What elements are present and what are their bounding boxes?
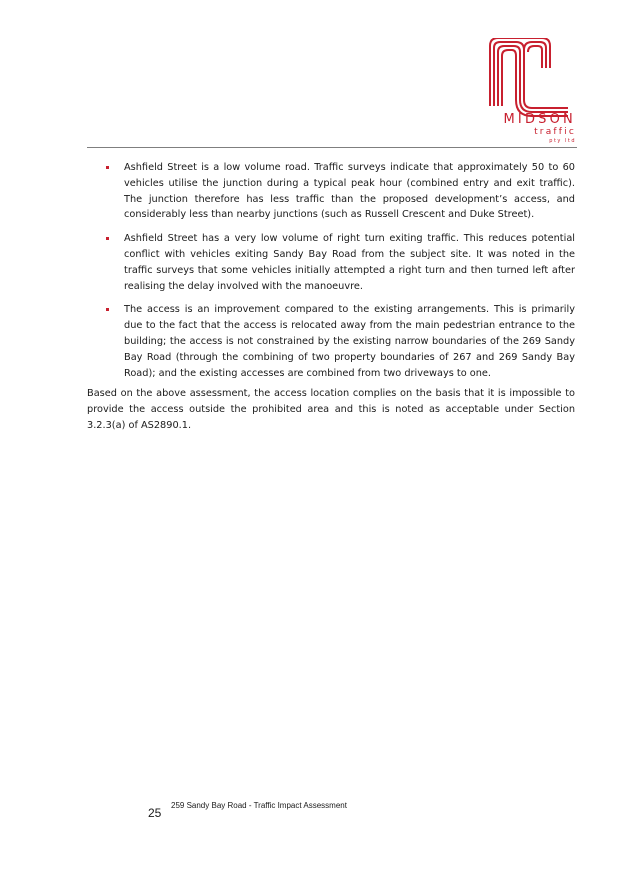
bullet-item-access-improvement [104,302,575,381]
brand-name: MIDSON [503,112,576,127]
bullet-text: Ashfield Street has a very low volume of right turn exiting traffic. This reduces potential conflict with vehicles exiting Sandy Bay Road from the subject site. It was noted in the traffic surveys that some vehicles initially attempted a right turn and then turned left after realising the delay involved with the manoeuvre. [124,233,575,292]
bullet-item-ashfield-volume [104,160,575,223]
bullet-marker-icon [106,237,109,240]
bullet-list [104,160,575,389]
header-divider [87,147,577,148]
bullet-marker-icon [106,308,109,311]
brand-subtitle: traffic [534,127,576,137]
bullet-item-right-turn [104,231,575,294]
footer-title: 259 Sandy Bay Road - Traffic Impact Assessment [171,801,347,810]
bullet-marker-icon [106,166,109,169]
bullet-text: The access is an improvement compared to the existing arrangements. This is primarily due to the fact that the access is relocated away from the main pedestrian entrance to the building; the access is not constrained by the existing narrow boundaries of the 269 Sandy Bay Road (through the combining of two property boundaries of 267 and 269 Sandy Bay Road); and the existing accesses are combined from two driveways to one. [124,304,575,379]
conclusion-paragraph: Based on the above assessment, the access location complies on the basis that it is impossible to provide the access outside the prohibited area and this is noted as acceptable under Section 3.2.3(a) of AS2890.1. [87,388,575,431]
brand-company-suffix: pty ltd [549,138,576,144]
bullet-text: Ashfield Street is a low volume road. Traffic surveys indicate that approximately 50 to 60 vehicles utilise the junction during a typical peak hour (combined entry and exit traffic). The junction therefore has less traffic than the proposed development’s access, and considerably less than nearby junctions (such as Russell Crescent and Duke Street). [124,162,575,221]
page-number: 25 [148,806,162,820]
